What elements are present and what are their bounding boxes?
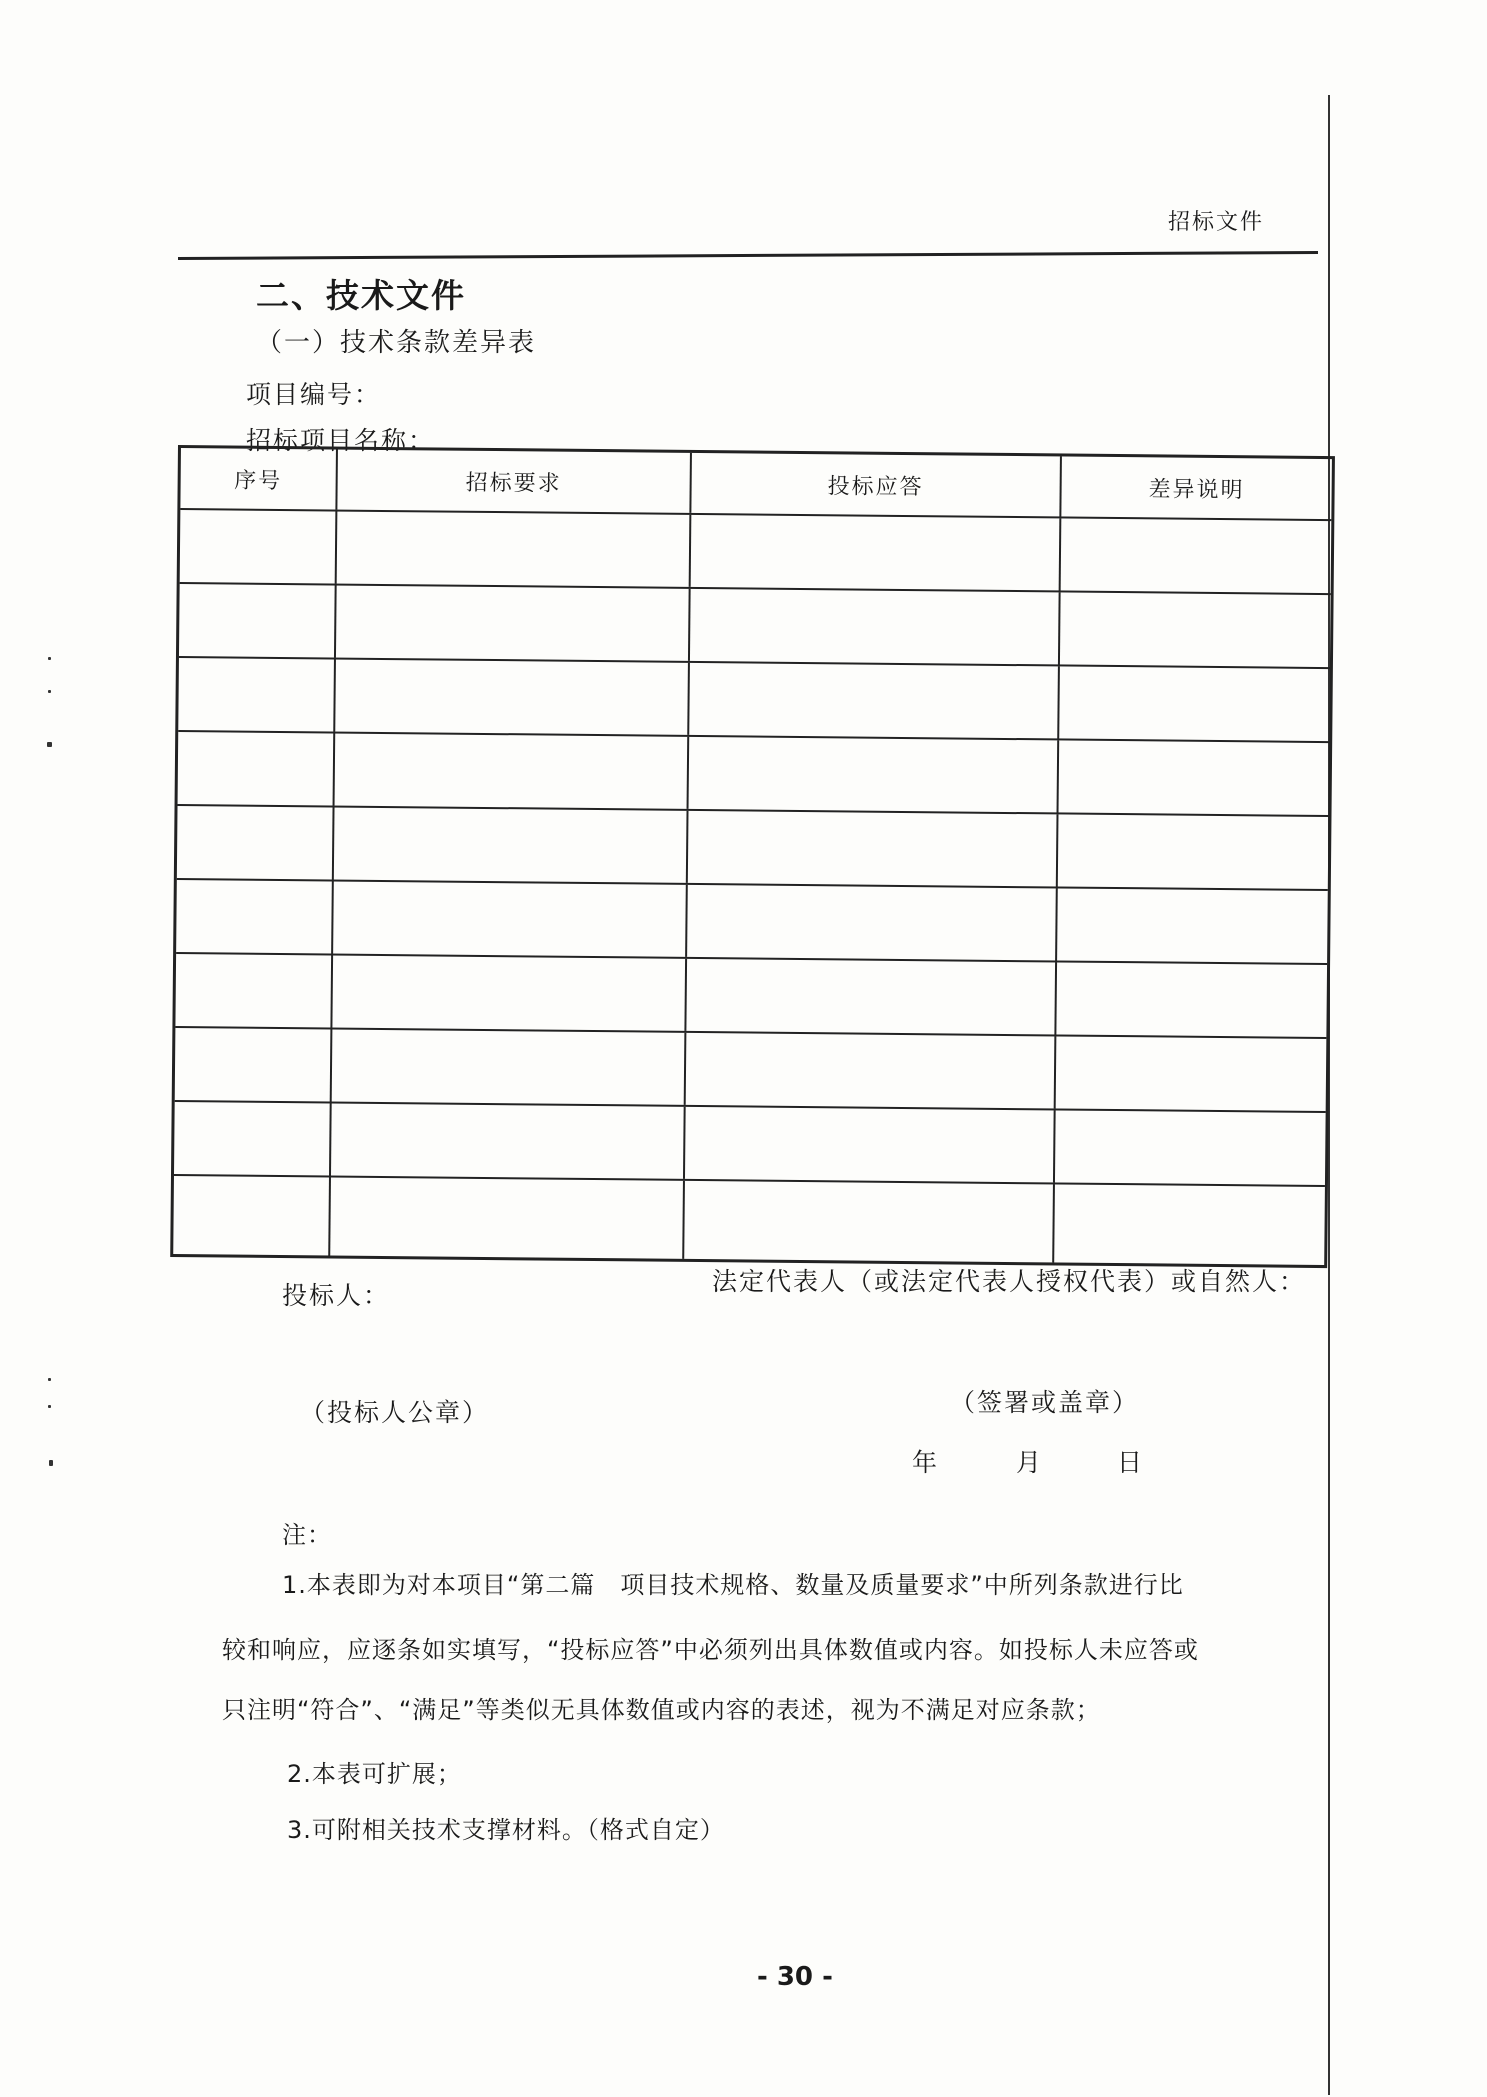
- response-cell[interactable]: [684, 1033, 1055, 1109]
- project-number-label: 项目编号：: [246, 380, 382, 409]
- notes-heading: 注：: [282, 1521, 332, 1549]
- table-header-row: [180, 448, 1332, 521]
- scan-speck: [48, 1378, 51, 1381]
- deviation-cell[interactable]: [1057, 666, 1330, 741]
- note-1-line-1: 1.本表即为对本项目“第二篇 项目技术规格、数量及质量要求”中所列条款进行比: [282, 1571, 1184, 1599]
- response-cell[interactable]: [689, 515, 1060, 591]
- header-deviation-note: 差异说明: [1059, 456, 1332, 519]
- requirement-cell[interactable]: [335, 512, 690, 587]
- scan-speck: [49, 1460, 53, 1466]
- header-bid-response: 投标应答: [689, 453, 1060, 517]
- response-cell[interactable]: [682, 1181, 1053, 1263]
- serial-cell[interactable]: [178, 732, 334, 805]
- table-row: [178, 732, 1330, 817]
- requirement-cell[interactable]: [331, 881, 686, 956]
- project-name-label: 招标项目名称：: [246, 426, 436, 455]
- requirement-cell[interactable]: [332, 808, 687, 883]
- requirement-cell[interactable]: [333, 660, 688, 735]
- legal-representative-label: 法定代表人（或法定代表人授权代表）或自然人：: [712, 1267, 1307, 1296]
- requirement-cell[interactable]: [334, 586, 689, 661]
- scan-speck: [47, 742, 52, 747]
- header-tender-requirement: 招标要求: [335, 450, 690, 513]
- note-1-line-3: 只注明“符合”、“满足”等类似无具体数值或内容的表述，视为不满足对应条款；: [222, 1696, 1101, 1724]
- deviation-cell[interactable]: [1059, 518, 1332, 593]
- date-month-label: 月: [1016, 1448, 1044, 1477]
- serial-cell[interactable]: [179, 584, 335, 657]
- serial-cell[interactable]: [180, 510, 336, 583]
- response-cell[interactable]: [684, 959, 1055, 1035]
- response-cell[interactable]: [687, 663, 1058, 739]
- scan-speck: [48, 1405, 51, 1408]
- serial-cell[interactable]: [175, 1028, 331, 1101]
- serial-cell[interactable]: [176, 880, 332, 953]
- deviation-cell[interactable]: [1054, 962, 1327, 1037]
- bidder-label: 投标人：: [282, 1281, 391, 1310]
- response-cell[interactable]: [683, 1107, 1054, 1183]
- response-cell[interactable]: [687, 737, 1058, 813]
- deviation-cell[interactable]: [1058, 592, 1331, 667]
- table-row: [177, 806, 1329, 891]
- response-cell[interactable]: [686, 811, 1057, 887]
- requirement-cell[interactable]: [330, 1029, 685, 1104]
- technical-deviation-table: [170, 445, 1335, 1268]
- note-3: 3.可附相关技术支撑材料。（格式自定）: [287, 1816, 725, 1844]
- sign-or-seal-label: （签署或盖章）: [950, 1388, 1140, 1417]
- deviation-cell[interactable]: [1056, 814, 1329, 889]
- table-row: [180, 510, 1332, 595]
- serial-cell[interactable]: [173, 1176, 329, 1255]
- note-2: 2.本表可扩展；: [287, 1760, 462, 1788]
- scan-speck: [48, 657, 51, 660]
- table-title: （一）技术条款差异表: [256, 328, 537, 358]
- date-year-label: 年: [912, 1448, 940, 1477]
- requirement-cell[interactable]: [330, 955, 685, 1030]
- table-row: [176, 880, 1328, 965]
- deviation-cell[interactable]: [1055, 888, 1328, 963]
- scan-speck: [48, 690, 51, 693]
- section-title: 二、技术文件: [256, 276, 466, 315]
- requirement-cell[interactable]: [329, 1103, 684, 1178]
- note-1-line-2: 较和响应，应逐条如实填写，“投标应答”中必须列出具体数值或内容。如投标人未应答或: [222, 1636, 1199, 1664]
- response-cell[interactable]: [688, 589, 1059, 665]
- response-cell[interactable]: [685, 885, 1056, 961]
- page-number: - 30 -: [757, 1962, 833, 1992]
- bidder-seal-label: （投标人公章）: [300, 1398, 490, 1427]
- serial-cell[interactable]: [177, 806, 333, 879]
- deviation-cell[interactable]: [1053, 1110, 1326, 1185]
- deviation-cell[interactable]: [1054, 1036, 1327, 1111]
- table-row: [179, 584, 1331, 669]
- serial-cell[interactable]: [175, 954, 331, 1027]
- requirement-cell[interactable]: [333, 734, 688, 809]
- deviation-cell[interactable]: [1052, 1184, 1325, 1265]
- table-row: [178, 658, 1330, 743]
- deviation-cell[interactable]: [1057, 740, 1330, 815]
- header-serial-no: 序号: [234, 468, 283, 494]
- running-header: 招标文件: [1168, 210, 1265, 235]
- serial-cell[interactable]: [174, 1102, 330, 1175]
- table-row: [174, 1102, 1326, 1187]
- serial-cell[interactable]: [178, 658, 334, 731]
- table-row: [175, 1028, 1327, 1113]
- header-rule: [178, 251, 1318, 260]
- date-day-label: 日: [1117, 1448, 1145, 1477]
- requirement-cell[interactable]: [328, 1177, 683, 1258]
- table-row: [175, 954, 1327, 1039]
- table-row: [173, 1176, 1325, 1265]
